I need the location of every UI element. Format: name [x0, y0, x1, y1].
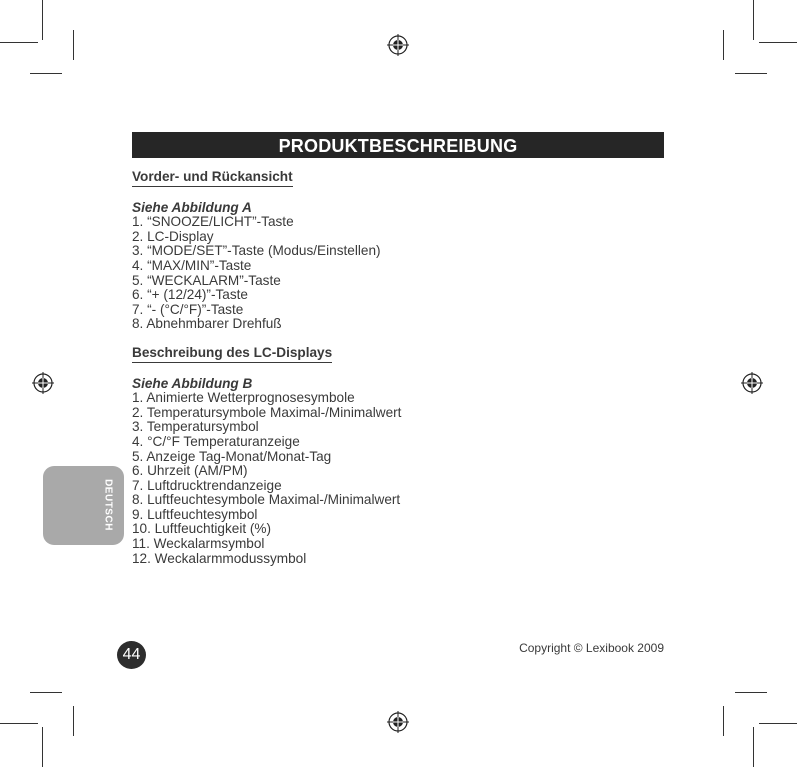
list-item: 5. Anzeige Tag-Monat/Monat-Tag	[132, 448, 332, 464]
display-list	[132, 391, 672, 566]
crop-mark	[759, 723, 797, 724]
page-title: PRODUKTBESCHREIBUNG	[132, 132, 664, 158]
crop-mark	[0, 723, 38, 724]
crop-mark	[73, 30, 74, 60]
registration-mark-icon	[32, 372, 54, 394]
list-item: 6. “+ (12/24)”-Taste	[132, 287, 248, 303]
spacer	[132, 332, 672, 346]
crop-mark	[735, 73, 767, 74]
list-item: 1. “SNOOZE/LICHT”-Taste	[132, 214, 294, 230]
crop-mark	[0, 42, 38, 43]
crop-mark	[42, 0, 43, 40]
parts-list	[132, 215, 672, 332]
crop-mark	[30, 73, 62, 74]
crop-mark	[42, 727, 43, 767]
list-item: 7. Luftdrucktrendanzeige	[132, 477, 282, 493]
registration-mark-icon	[387, 711, 409, 733]
list-item: 4. “MAX/MIN”-Taste	[132, 257, 252, 273]
list-item: 6. Uhrzeit (AM/PM)	[132, 463, 248, 479]
figure-reference: Siehe Abbildung B	[132, 375, 253, 391]
crop-mark	[753, 727, 754, 767]
crop-mark	[723, 706, 724, 736]
list-item: 8. Abnehmbarer Drehfuß	[132, 316, 282, 332]
language-tab-label: DEUTSCH	[102, 479, 114, 531]
list-item: 10. Luftfeuchtigkeit (%)	[132, 521, 272, 537]
list-item: 9. Luftfeuchtesymbol	[132, 506, 258, 522]
list-item: 2. LC-Display	[132, 228, 214, 244]
registration-mark-icon	[387, 34, 409, 56]
section-heading: Vorder- und Rückansicht	[132, 170, 293, 187]
crop-mark	[735, 692, 767, 693]
list-item: 1. Animierte Wetterprognosesymbole	[132, 390, 355, 406]
copyright-notice: Copyright © Lexibook 2009	[519, 641, 664, 655]
crop-mark	[759, 42, 797, 43]
list-item: 5. “WECKALARM”-Taste	[132, 272, 281, 288]
list-item: 2. Temperatursymbole Maximal-/Minimalwert	[132, 404, 402, 420]
crop-mark	[73, 706, 74, 736]
crop-mark	[30, 692, 62, 693]
figure-reference: Siehe Abbildung A	[132, 199, 252, 215]
list-item: 12. Weckalarmmodussymbol	[132, 550, 307, 566]
registration-mark-icon	[741, 372, 763, 394]
crop-mark	[723, 30, 724, 60]
list-item: 7. “- (°C/°F)”-Taste	[132, 301, 244, 317]
list-item: 8. Luftfeuchtesymbole Maximal-/Minimalwert	[132, 492, 401, 508]
main-content	[132, 170, 672, 566]
page-number: 44	[117, 641, 146, 669]
list-item: 3. “MODE/SET”-Taste (Modus/Einstellen)	[132, 243, 381, 259]
crop-mark	[753, 0, 754, 40]
section-front-back	[132, 170, 672, 332]
section-lc-display	[132, 346, 672, 566]
section-heading: Beschreibung des LC-Displays	[132, 346, 332, 363]
list-item: 4. °C/°F Temperaturanzeige	[132, 433, 300, 449]
list-item: 3. Temperatursymbol	[132, 419, 259, 435]
list-item: 11. Weckalarmsymbol	[132, 536, 265, 552]
